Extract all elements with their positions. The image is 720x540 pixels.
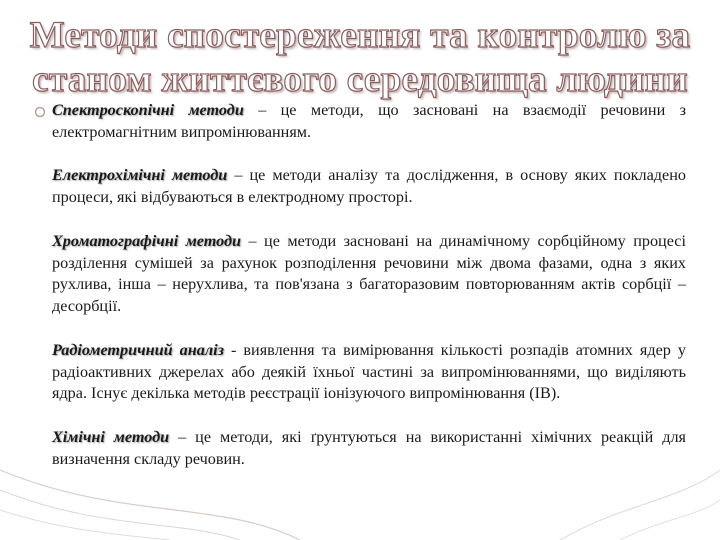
title-line-1: Методи спостереження та контролю за (29, 15, 691, 56)
title-line-2: станом життєвого середовища людини (32, 59, 688, 100)
definition-chemical: – це методи, які ґрунтуються на використанні хімічних реакцій для визначення складу речовин. (52, 427, 686, 468)
paragraph-spectroscopic (52, 100, 686, 144)
term-spectroscopic: Спектроскопічні методи (52, 101, 244, 119)
definition-electrochemical: – це методи аналізу та дослідження, в основу яких покладено процеси, які відбуваються в електродному просторі. (52, 166, 686, 207)
paragraph-radiometric (52, 340, 686, 405)
decor-curve-5 (620, 500, 720, 540)
definition-radiometric: - виявлення та вимірювання кількості розпадів атомних ядер у радіоактивних джерелах або деякій їхньої частині за випромінюваннями, що виділяють ядра. Існує декілька методів реєстрації іонізуючого випромінювання (ІВ). (52, 340, 686, 403)
bullet-icon (36, 108, 45, 117)
slide-body (52, 100, 686, 492)
paragraph-electrochemical (52, 165, 686, 209)
term-chemical: Хімічні методи (52, 427, 170, 446)
definition-chromatographic: – це методи засновані на динамічному сорбційному процесі розділення сумішей за рахунок розподілення речовини між двома фазами, одна з яких рухлива, інша – нерухлива, та пов'язана з багаторазовим повторюванням актів сорбції – десорбції. (52, 231, 686, 316)
paragraph-chemical (52, 427, 686, 471)
term-radiometric: Радіометричний аналіз (52, 340, 224, 359)
decor-curve-2 (0, 490, 240, 540)
slide-title (10, 14, 710, 102)
paragraph-chromatographic (52, 231, 686, 318)
term-chromatographic: Хроматографічні методи (52, 231, 242, 250)
definition-spectroscopic: – це методи, що засновані на взаємодії речовини з електромагнітним випромінюванням. (52, 101, 687, 141)
term-electrochemical: Електрохімічні методи (52, 166, 228, 185)
